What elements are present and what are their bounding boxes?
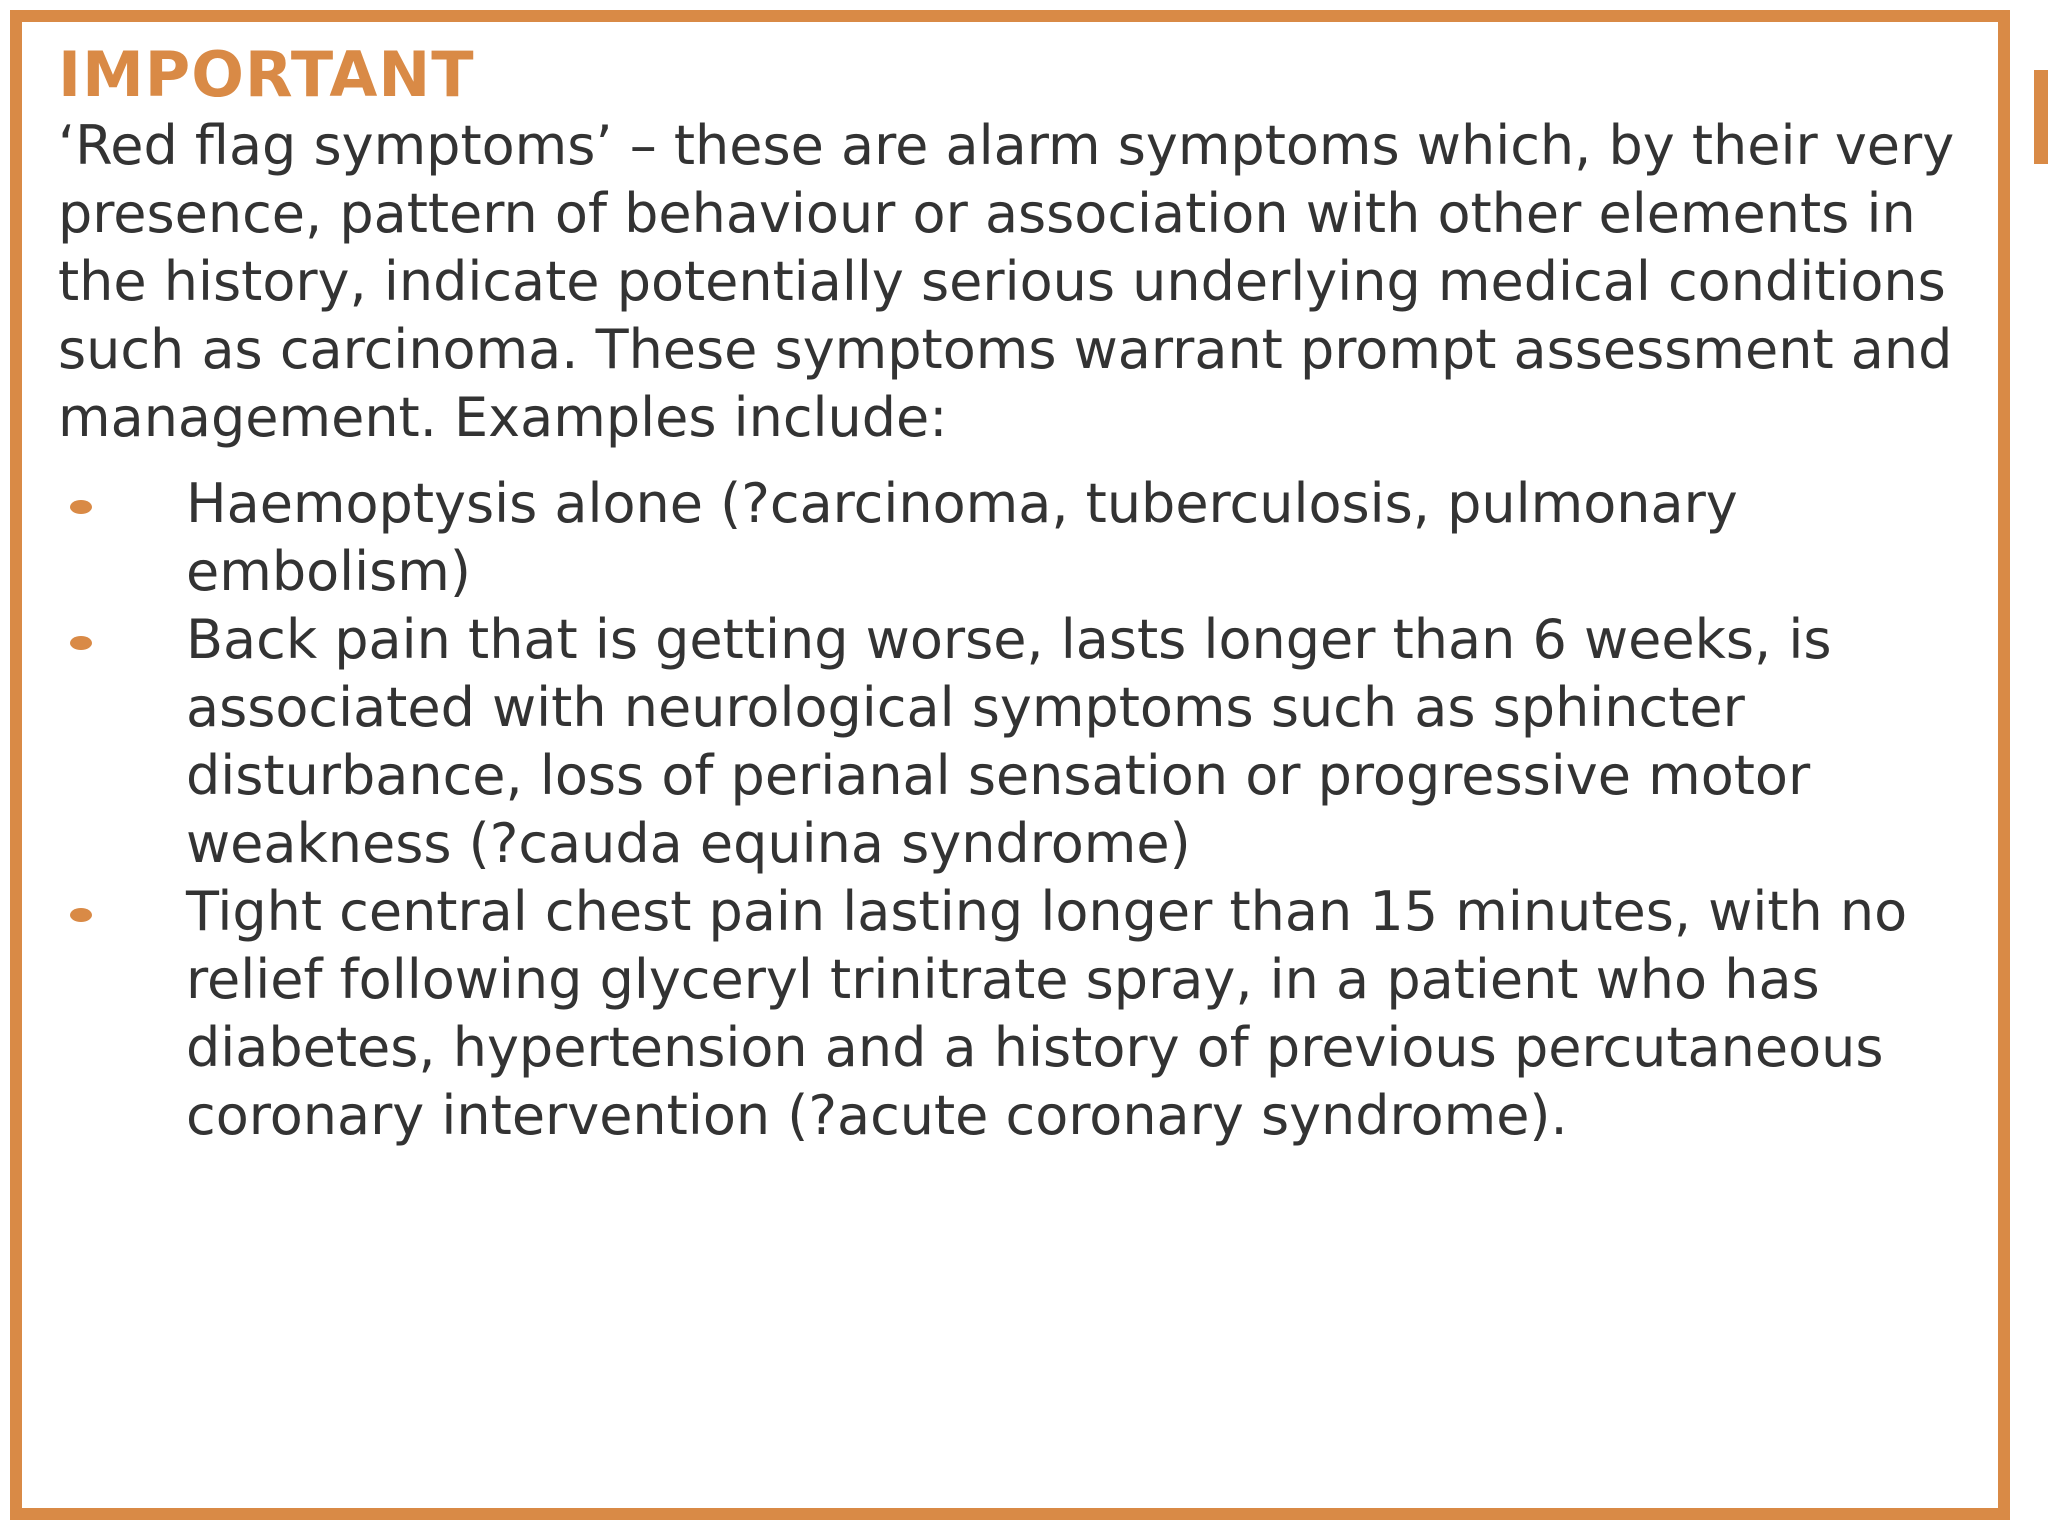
list-item-text: Back pain that is getting worse, lasts longer than 6 weeks, is associated with neurological symptoms such as sphincter disturbance, loss of perianal sensation or progressive motor weakness (?cauda equina syndrome) <box>186 608 1832 875</box>
intro-paragraph: ‘Red flag symptoms’ – these are alarm symptoms which, by their very presence, pattern of behaviour or association with other elements in the history, indicate potentially serious underlying medical conditions such as carcinoma. These symptoms warrant prompt assessment and management. Examples include: <box>58 114 1955 449</box>
box-heading: IMPORTANT <box>58 38 475 111</box>
list-item-text: Tight central chest pain lasting longer than 15 minutes, with no relief following glyceryl trinitrate spray, in a patient who has diabetes, hypertension and a history of previous percutaneous coronary intervention (?acute coronary syndrome). <box>186 880 1908 1147</box>
bullet-icon <box>70 500 92 514</box>
bullet-icon <box>70 908 92 922</box>
list-item <box>58 878 1946 1150</box>
red-flag-list <box>58 470 1988 1150</box>
list-item-text: Haemoptysis alone (?carcinoma, tuberculosis, pulmonary embolism) <box>186 472 1738 603</box>
box-content <box>58 40 1988 1150</box>
edge-accent-bar <box>2034 70 2048 164</box>
list-item <box>58 470 1946 606</box>
list-item <box>58 606 1946 878</box>
bullet-icon <box>70 636 92 650</box>
